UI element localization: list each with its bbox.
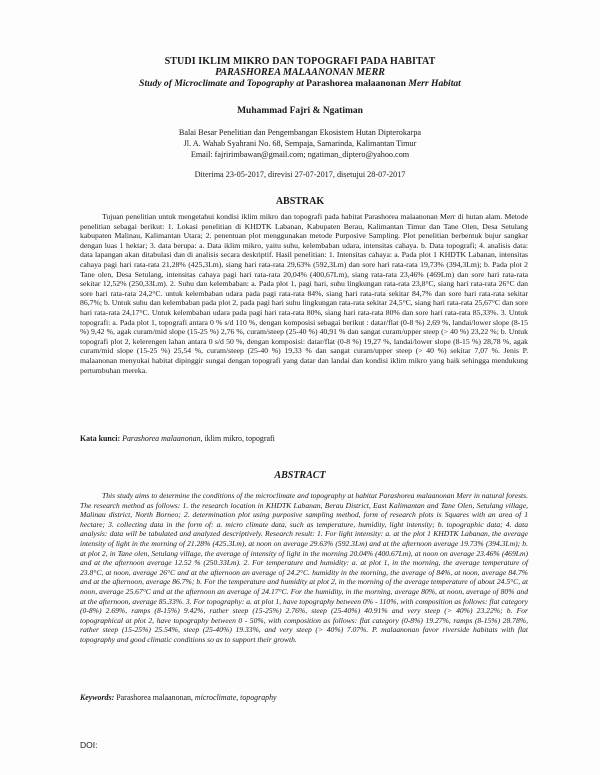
abstract-text: [80, 491, 528, 645]
title-english: [60, 78, 540, 89]
title-species: PARASHOREA MALAANONAN MERR: [215, 67, 385, 78]
keywords-line: Keywords: Parashorea malaanonan, microclimate, topography: [80, 693, 277, 702]
keywords-label: Keywords: [80, 693, 112, 702]
affiliation-email: Email: fajririmbawan@gmail.com; ngatiman_diptero@yahoo.com: [190, 150, 410, 159]
kata-kunci-species: Parashorea malaanonan: [122, 434, 201, 443]
abstract-heading: ABSTRACT: [274, 470, 326, 481]
kata-kunci-rest: , iklim mikro, topografi: [200, 434, 275, 443]
affiliation: [60, 127, 540, 160]
title-english-tail: Merr Habitat: [408, 78, 461, 89]
title-indonesian: STUDI IKLIM MIKRO DAN TOPOGRAFI PADA HABITAT: [164, 56, 436, 67]
affiliation-address: Jl. A. Wahab Syahrani No. 68, Sempaja, Samarinda, Kalimantan Timur: [183, 139, 417, 148]
abstrak-text: [80, 212, 528, 375]
kata-kunci-label: Kata kunci: [80, 434, 118, 443]
keywords-rest: , microclimate, topography: [190, 693, 277, 702]
keywords-species: Parashorea malaanonan: [116, 693, 191, 702]
author-line: Muhammad Fajri & Ngatiman: [237, 106, 363, 116]
kata-kunci-line: Kata kunci: Parashorea malaanonan, iklim mikro, topografi: [80, 434, 275, 443]
abstrak-paragraph: Tujuan penelitian untuk mengetahui kondisi iklim mikro dan topografi pada habitat Parashorea malaanonan Merr di hutan alam. Metode penelitian sebagai berikut: 1. Lokasi penelitian di KHDTK Labanan, Kabupaten Berau, Kalimantan Timur dan Tane Olen, Desa Setulang kabupaten Malinau, Kalimantan Utara; 2. penentuan plot menggunakan metode Purposive Sampling. Plot penelitian berbentuk bujur sangkar dengan luas 1 hektar; 3. data berupa: a. Data iklim mikro, yaitu suhu, kelembaban udara, intensitas cahaya. b. Data topografi; 4. analisis data: data lapangan akan ditabulasi dan di analisis secara deskriptif. Hasil penelitian: 1. Intensitas cahaya: a. Pada plot 1 KHDTK Labanan, intensitas cahaya pagi hari rata-rata 21,28% (425,3Lm), siang hari rata-rata 29,63% (592,3Lm) dan sore hari rata-rata 19,73% (394,3Lm); b. Pada plot 2 Tane olen, Desa Setulang, intensitas cahaya pagi hari rata-rata 20,04% (400,67Lm), siang rata-rata 23,46% (469Lm) dan sore hari rata-rata sekitar 12,52% (250,33Lm). 2. Suhu dan kelembaban: a. Pada plot 1, pagi hari, suhu lingkungan rata-rata 23,8°C, siang hari rata-rata 26°C dan sore hari rata-rata 24,2°C. untuk kelembaban udara pada pagi rata-rata 84%, siang hari rata-rata sekitar 84,7% dan sore hari rata-rata sekitar 86,7%; b. Untuk suhu dan kelembaban pada plot 2, pada pagi hari suhu lingkungan rata-rata sekitar 24,5°C, siang hari rata-rata 25,67°C dan sore hari rata-rata 24,17°C. Untuk kelembaban udara pada pagi hari rata-rata 80%, siang hari rata-rata 80% dan sore hari rata-rata 85,33%. 3. Untuk topografi: a. Pada plot 1, topografi antara 0 % s/d 110 %, dengan komposisi sebagai berikut : datar/flat (0-8 %) 2,69 %, landai/lower slope (8-15 %) 9,42 %, agak curam/mid slope (15-25 %) 2,76 %, curam/steep (25-40 %) 40,91 % dan sangat curam/upper steep (> 40 %) 23,22 %; b. Untuk topografi plot 2, kelerengen lahan antara 0 s/d 50 %, dengan komposisi: datar/flat (0-8 %) 19,27 %, landai/lower slope (8-15 %) 28,78 %, agak curam/mid slope (15-25 %) 25,54 %, curam/steep (25-40 %) 19,33 % dan sangat curam/upper steep (> 40 %) sekitar 7,07 %. Jenis P. malaanonan menyukai habitat dipinggir sungai dengan topografi yang datar dan landai dan kondisi iklim mikro yang baik sehingga mendukung pertumbuhan mereka.: [80, 212, 528, 375]
abstrak-heading: ABSTRAK: [275, 196, 325, 207]
doi-label: DOI:: [80, 740, 98, 750]
submission-dates: Diterima 23-05-2017, direvisi 27-07-2017, disetujui 28-07-2017: [194, 170, 406, 179]
title-block: [60, 56, 540, 89]
title-english-lead: Study of Microclimate and Topography at: [139, 78, 304, 89]
title-english-species: Parashorea malaanonan: [306, 78, 406, 89]
abstract-paragraph: This study aims to determine the conditions of the microclimate and topography at habitat Parashorea malaanonan Merr in natural forests. The research method as follows: 1. the research location in KHDTK Labanan, Berau District, East Kalimantan and Tane Olen, Setulang village, Malinau district, North Borneo; 2. determination plot using purposive sampling method, form of research plots is Squares with an area of 1 hectare; 3. collecting data in the form of: a. micro climate data, such as temperature, humidity, light intensity; b. topographic data; 4. data analysis: data will be tabulated and analyzed descriptively. Research result: 1. For light intensity: a. at the plot 1 KHDTK Labanan, the average intensity of light in the morning of 21.28% (425.3Lm), at noon on average 29.63% (592.3Lm) and at the afternoon average 19.73% (394.3Lm); b. at plot 2, in Tane olen, Setulang village, the average of intensity of light in the morning 20.04% (400.67Lm), at noon on average 23.46% (469Lm) and at the afternoon average 12.52 % (250.33Lm). 2. For temperature and humidity: a. at plot 1, in the morning, the average temperature of 23.8°C, at noon, average 26°C and at the afternoon an average of 24.2°C. humidity in the morning, the average of 84%, at noon, average 84.7% and at the afternoon, average 86.7%; b. For the temperature and humidity at plot 2, in the morning of the average temperature of about 24.5°C, at noon, average 25.67°C and at the afternoon an average of 24.17°C. For the humidity, in the morning, average 80%, at noon, average of 80% and at the afternoon, average 85.33%. 3. For topography: a. at plot 1, have topography between 0% - 110%, with composition as follows: flat category (0-8%) 2.69%, ramps (8-15%) 9.42%, rather steep (15-25%) 2.76%, steep (25-40%) 40.91% and very steep (> 40%) 23.22%; b. For topographical at plot 2, have topography between 0 - 50%, with composition as follows: flat category (0-8%) 19.27%, ramps (8-15%) 28.78%, rather steep (15-25%) 25.54%, steep (25-40%) 19.33%, and very steep (> 40%) 7.07%. P. malaanonan favor riverside habitats with flat topography and good climatic conditions so as to support their growth.: [80, 491, 528, 644]
affiliation-institution: Balai Besar Penelitian dan Pengembangan Ekosistem Hutan Dipterokarpa: [178, 128, 422, 137]
